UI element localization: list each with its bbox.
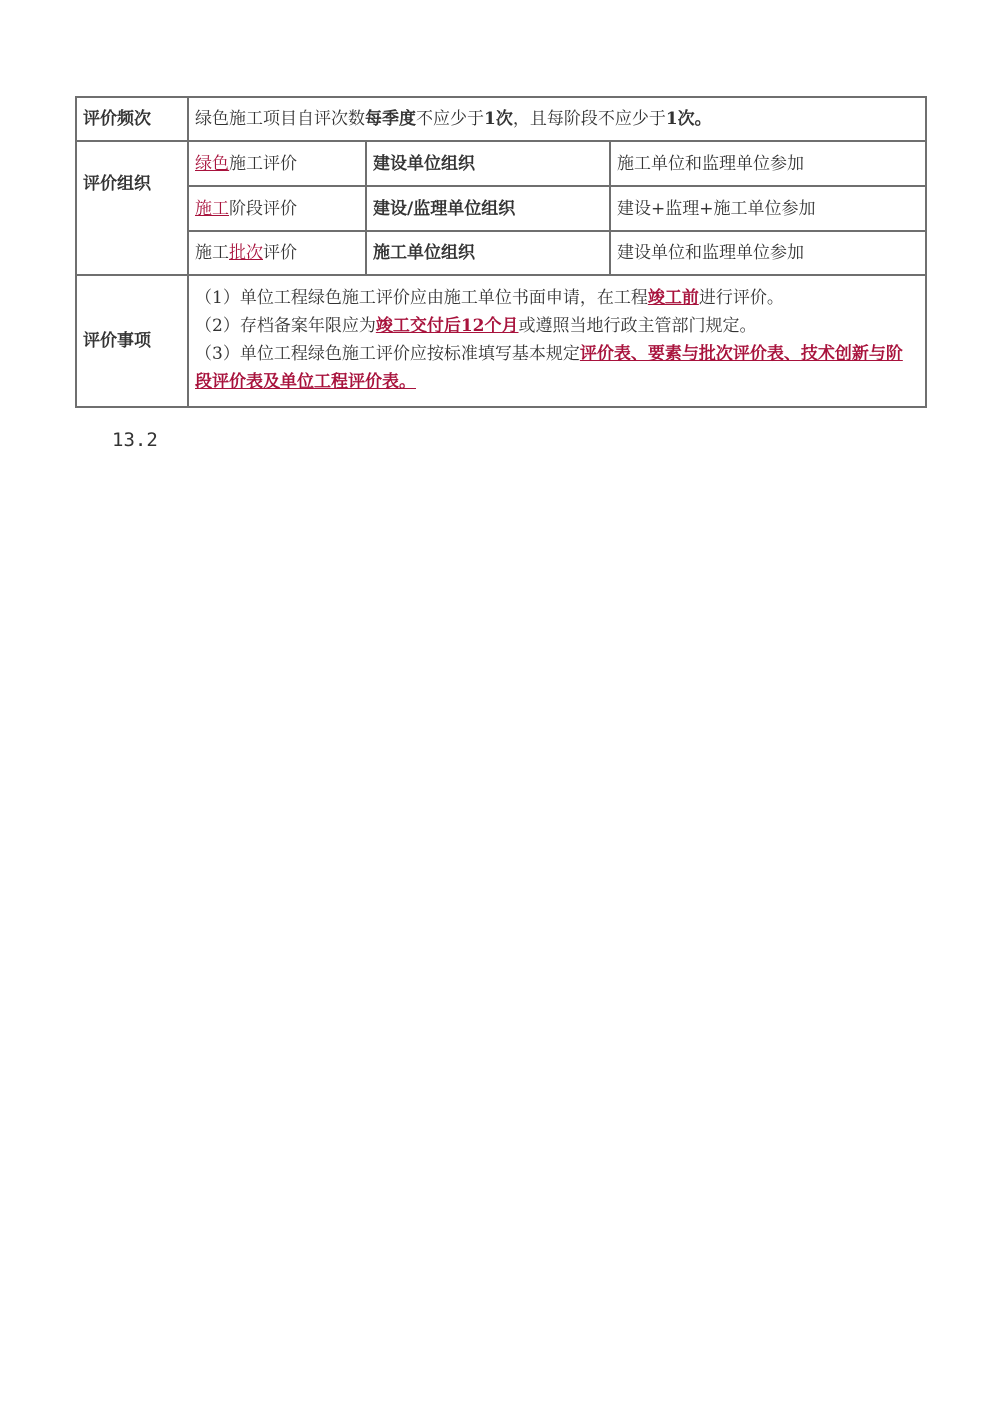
org-organizer: 施工单位组织 — [366, 231, 610, 275]
notes-label: 评价事项 — [76, 275, 188, 407]
note-2-highlight: 竣工交付后12个月 — [375, 316, 519, 336]
freq-text-d: 1次 — [484, 109, 513, 129]
org-item — [188, 186, 366, 231]
note-3-text-a: （3）单位工程绿色施工评价应按标准填写基本规定 — [195, 344, 580, 364]
org-item-highlight: 绿色 — [195, 153, 229, 174]
org-item-text: 阶段评价 — [229, 198, 297, 219]
org-item — [188, 231, 366, 275]
evaluation-table — [75, 96, 927, 408]
org-item-text: 评价 — [263, 243, 297, 263]
table-row — [76, 186, 926, 231]
org-organizer: 建设/监理单位组织 — [366, 186, 610, 231]
table-row — [76, 275, 926, 407]
section-number: 13.2 — [112, 429, 158, 451]
org-participants: 建设单位和监理单位参加 — [610, 231, 926, 275]
org-item-prefix: 施工 — [195, 243, 229, 263]
note-1-highlight: 竣工前 — [647, 288, 699, 308]
note-3 — [195, 340, 919, 396]
note-1-text-b: 进行评价。 — [698, 288, 784, 308]
org-item-text: 施工评价 — [229, 153, 297, 174]
freq-text-b: 每季度 — [365, 109, 416, 129]
table-row — [76, 141, 926, 186]
note-3-highlight: 评价表、要素与批次评价表、技术创新与阶段评价表及单位工程评价表。 — [195, 344, 903, 392]
freq-text-e: ，且每阶段不应少于 — [512, 109, 666, 129]
freq-value — [188, 97, 926, 141]
org-label: 评价组织 — [76, 141, 188, 275]
freq-label: 评价频次 — [76, 97, 188, 141]
note-1 — [195, 284, 919, 312]
note-2 — [195, 312, 919, 340]
org-participants: 施工单位和监理单位参加 — [610, 141, 926, 186]
note-1-text-a: （1）单位工程绿色施工评价应由施工单位书面申请，在工程 — [195, 288, 648, 308]
notes-content — [188, 275, 926, 407]
note-2-text-a: （2）存档备案年限应为 — [195, 316, 376, 336]
org-participants: 建设+监理+施工单位参加 — [610, 186, 926, 231]
table-row — [76, 231, 926, 275]
freq-text-a: 绿色施工项目自评次数 — [195, 109, 365, 129]
org-item-highlight: 批次 — [229, 243, 263, 263]
note-2-text-b: 或遵照当地行政主管部门规定。 — [518, 316, 757, 336]
org-organizer: 建设单位组织 — [366, 141, 610, 186]
org-item-highlight: 施工 — [195, 198, 229, 219]
table-row — [76, 97, 926, 141]
org-item — [188, 141, 366, 186]
freq-text-f: 1次。 — [665, 109, 712, 129]
freq-text-c: 不应少于 — [416, 109, 484, 129]
